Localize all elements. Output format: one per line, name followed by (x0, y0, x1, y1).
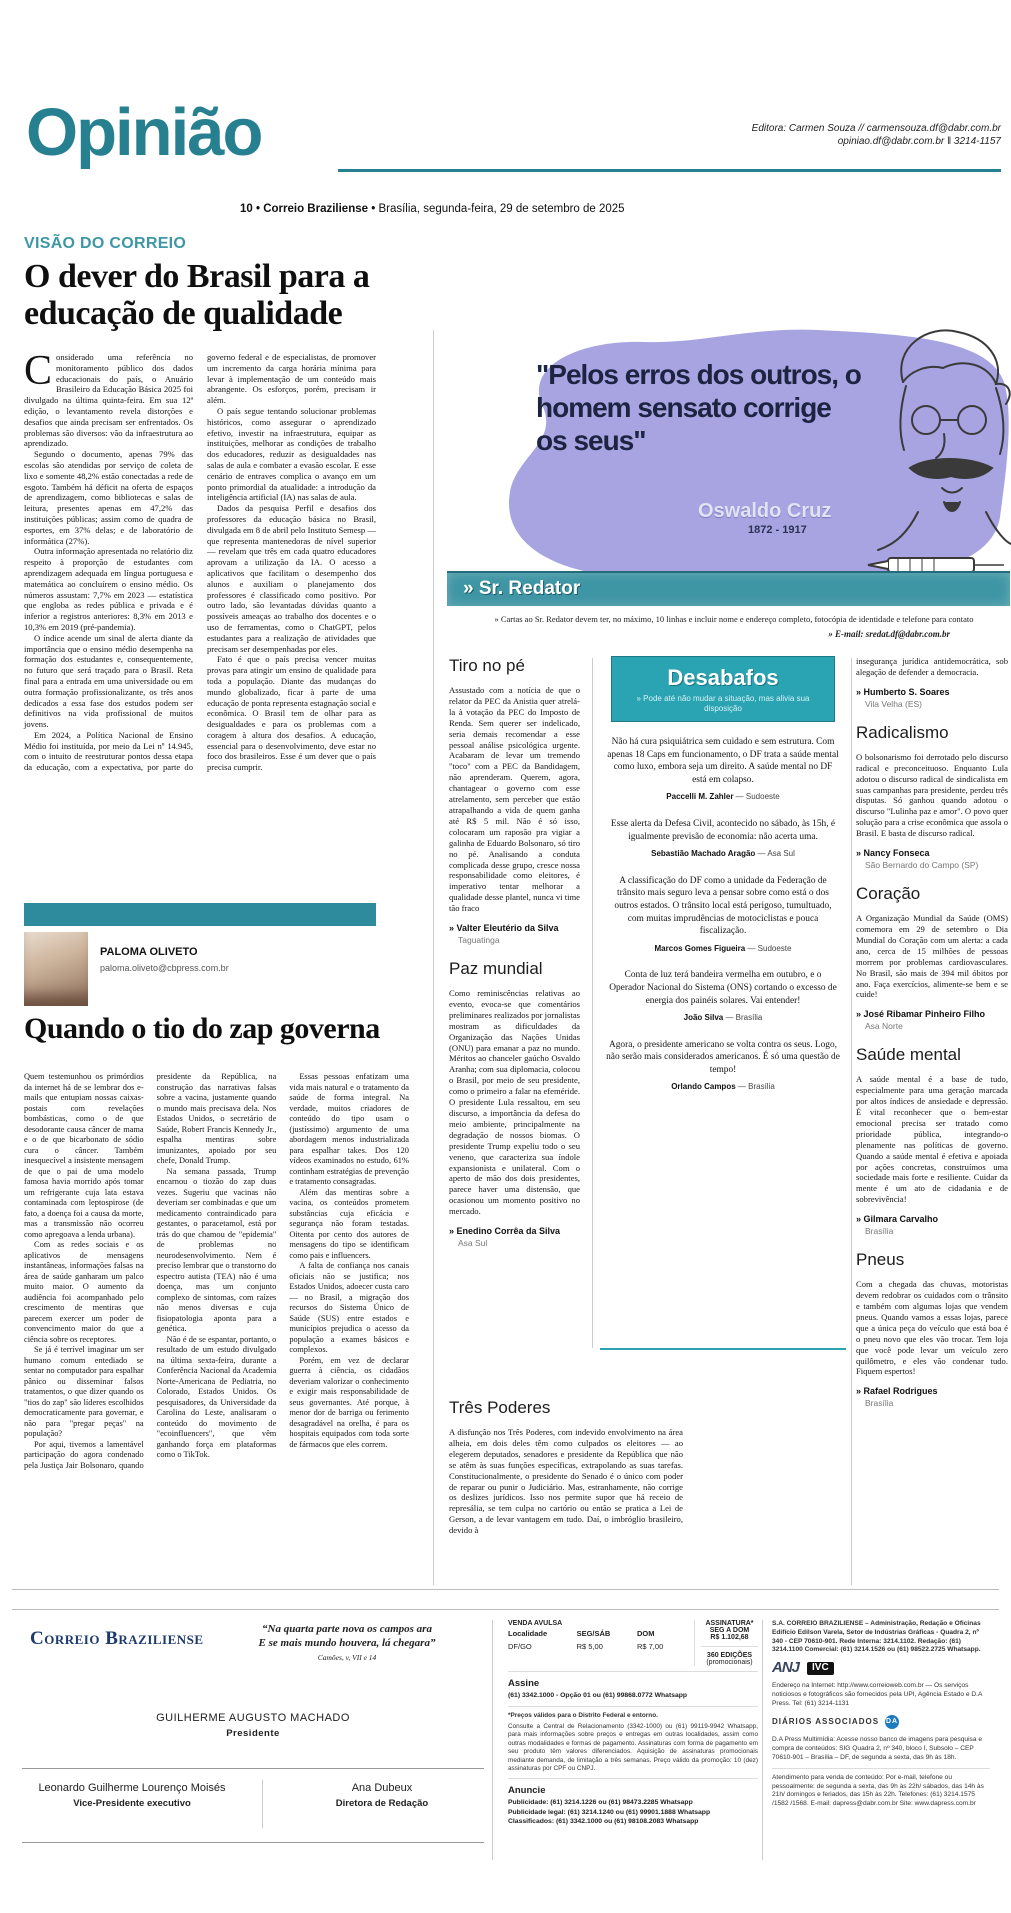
anuncie-publicidade: Publicidade: (61) 3214.1226 ou (61) 98473.2285 Whatsapp (508, 1799, 693, 1807)
desabafo-location: — Brasília (737, 1082, 775, 1092)
editor-line2: opiniao.df@dabr.com.br ‖ 3214-1157 (837, 136, 1001, 147)
letter-signature: » Enedino Corrêa da Silva (449, 1226, 561, 1237)
desabafo-item (606, 1039, 840, 1094)
letter-location: Brasília (865, 1226, 894, 1237)
letter-signature: » Nancy Fonseca (856, 848, 930, 859)
author-photo (24, 932, 88, 1006)
kicker-visao-do-correio: VISÃO DO CORREIO (24, 235, 187, 252)
diarios-associados-label: DIÁRIOS ASSOCIADOS (772, 1716, 880, 1726)
sa-correio-info: S.A. CORREIO BRAZILIENSE – Administração, Redação e Oficinas Edifício Edilson Varela, Setor de Indústrias Gráficas - Quadra 2, nº 340 - CEP 70610-901. Rede Interna: 3214.1102. Redação: (61) 3214.1100 Comercial: (61) 3214.1526 ou (61) 98522.2725 Whatsapp. (772, 1620, 981, 1654)
letter-signature: » Rafael Rodrigues (856, 1386, 938, 1397)
desabafo-body: A classificação do DF como a unidade da Federação de trânsito mais seguro leva a pensar sobre como está o dos outros estados. O trânsito local está perigoso, tumultuado, com muitas imprudências de motociclistas e pouca fiscalização. (614, 875, 832, 937)
expediente-footer (22, 1620, 990, 1860)
camoes-quote-line1: “Na quarta parte nova os campos ara (262, 1623, 432, 1635)
quote-illustration (448, 322, 1011, 590)
assinatura-editions: 360 EDIÇÕES (706, 1652, 753, 1659)
article2-paragraph: Por aqui, tivemos a lamentável participação do agora condenado pela Justiça Jair Bolsonaro, quando presidente da República, na construção das narrativas falsas sobre a vacina, justamente quando o mundo mais precisava dela. Nos Estados Unidos, o secretário de Saúde, Robert Francis Kennedy Jr., espalha mentiras sobre imunizantes, apoiado por seu chefe, Donald Trump. (24, 1072, 277, 1470)
desabafo-author: João Silva (683, 1013, 724, 1023)
vp-name: Leonardo Guilherme Lourenço Moisés (38, 1782, 226, 1794)
desabafo-location: — Brasília (725, 1013, 763, 1023)
subscription-fine-print: Consulte a Central de Relacionamento (3342-1000) ou (61) 99119-9942 Whatsapp, para mais informações sobre preços e entregas em outras localidades, assim como outras modalidades e formas de pagamento. Assinaturas com forma de pagamento em seu produto têm valores diferenciados. Aquisição de assinaturas promocionais mediante demanda, de limitação a três semanas. Preço válido da promoção: 10 (dez) assinaturas por CPF ou CNPJ. (508, 1722, 758, 1772)
anj-logo: ANJ (772, 1659, 800, 1677)
letter-location: Vila Velha (ES) (865, 698, 923, 709)
price-col-dom: DOM (636, 1629, 655, 1638)
letter-body: A disfunção nos Três Poderes, com indevido envolvimento na área alheia, em dois deles têm como culpados os eleitores — ao elegerem deputados, senadores e presidente da República que não se atêm às suas funções específicas, extrapolando as suas tarefas. Constitucionalmente, o presidente do Senado é o único com poder de reparar ou punir o Judiciário. Mas, estranhamente, não corrige os deslizes jurídicos. Isso nos permite supor que há receio de represália, se tem culpa no cartório ou então se pratica a Lei de Gerson, a de levar vantagem em tudo. Daí, o imbróglio brasileiro, devido à (449, 1427, 683, 1536)
desabafos-column (598, 656, 848, 1094)
article1-paragraph: Em 2024, a Política Nacional de Ensino Médio foi instituída, por meio da Lei nº 14.945, com o intuito de reestruturar pontos dessa etapa da educação, com a expectativa, por parte do governo federal e de especialistas, de promover um incremento da carga horária mínima para levar à implementação de um conteúdo mais abrangente. Os esforços, porém, precisam ir além. (24, 352, 376, 773)
assinatura-period: SEG A DOM (709, 1627, 750, 1634)
article1-paragraph: O índice acende um sinal de alerta diante da importância que o ensino médio desempenha na formação dos estudantes e, consequentemente, no futuro que será traçado para o Brasil. Reta final para a entrada em uma universidade ou em outra formação profissionalizante, os três anos dedicados a essa fase dos estudos podem ser definitivos na vida profissional de muitos jovens. (24, 632, 193, 730)
section-logo: Opinião (26, 95, 262, 170)
article2-paragraph: Não é de se espantar, portanto, o resultado de um estudo divulgado na última sexta-feira, durante a Conferência Nacional da Academia Norte-Americana de Pediatria, no Colorado, Estados Unidos. Os pesquisadores, da Universidade da Carolina do Leste, analisaram o conteúdo do movimento de "ecoinfluencers", que vêm ganhando força em plataformas como o TikTok. (156, 1334, 277, 1459)
footer-hrule (22, 1842, 484, 1843)
article2-paragraph: Na semana passada, Trump encarnou o tiozão do zap duas vezes. Sugeriu que vacinas não deveriam ser combinadas e que um medicamento contraindicado para gestantes, o paracetamol, está por trás do que chamou de "epidemia" de problemas no neurodesenvolvimento. Nem é preciso lembrar que o transtorno do espectro autista (TEA) não é uma doença, mas um conjunto complexo de sintomas, com raízes não menos diversas e cuja fisiopatologia aponta para a genética. (156, 1166, 277, 1333)
desabafo-author: Paccelli M. Zahler (666, 792, 734, 802)
price-row-dom: R$ 7,00 (636, 1642, 664, 1651)
desabafo-item (606, 736, 840, 804)
desabafo-location: — Sudoeste (735, 792, 780, 802)
dateline (240, 203, 625, 215)
pull-quote-years: 1872 - 1917 (748, 524, 807, 536)
president-block (22, 1712, 484, 1739)
vice-president-block (22, 1782, 242, 1809)
letter-heading: Tiro no pé (449, 656, 525, 675)
anuncie-title: Anuncie (508, 1785, 546, 1797)
article2-paragraph: Além das mentiras sobre a vacina, os conteúdos prometem substâncias cuja eficácia e segurança não foram testadas. Oitenta por cento dos autores de mensagens do tipo se identificam como pais e influencers. (289, 1187, 409, 1260)
pull-quote-author: Oswaldo Cruz (698, 500, 832, 522)
byline-divider-bar (24, 903, 376, 926)
article2-headline: Quando o tio do zap governa (24, 1012, 380, 1045)
pull-quote-text: "Pelos erros dos outros, o homem sensato corrige os seus" (536, 359, 861, 456)
desabafo-body: Não há cura psiquiátrica sem cuidado e sem estrutura. Com apenas 18 Caps em funcionamento, o DF trata a saúde mental como luxo, embora seja um direito. A saúde mental no DF está em colapso. (607, 737, 839, 785)
letter-body: Com a chegada das chuvas, motoristas devem redobrar os cuidados com o trânsito e também com algumas lojas que vendem pneus. Quando vamos a essas lojas, parece que a única peça do veículo que está boa é o pneu novo que eles vão trocar. Tem loja que você pode levar um veículo zero quilômetro, e eles vão condenar tudo. Fiquem espertos! (856, 1279, 1008, 1377)
price-col-localidade: Localidade (508, 1629, 548, 1638)
footer-rule (12, 1589, 999, 1590)
letter-signature: » Valter Eleutério da Silva (449, 923, 559, 934)
letter-signature: » José Ribamar Pinheiro Filho (856, 1009, 986, 1020)
sr-redator-section-bar (447, 571, 1010, 606)
price-row-localidade: DF/GO (508, 1642, 532, 1651)
camoes-quote-attribution: Camões, v, VII e 14 (317, 1653, 377, 1662)
letter-signature: » Humberto S. Soares (856, 686, 950, 697)
article1-paragraph: Fato é que o país precisa vencer muitas provas para atingir um ensino de qualidade para toda a população. Diante das mudanças do mundo globalizado, ficar à parte de uma educação de ponta representa estagnação social e econômica. O Brasil tem de olhar para as desigualdades e para os problemas com a coragem à altura dos desafios. A educação, essencial para o desenvolvimento, deve estar no foco dos brasileiros. Esse é um dever que o país precisa cumprir. (207, 654, 376, 773)
anuncie-classificados: Classificados: (61) 3342.1000 ou (61) 98108.2083 Whatsapp (508, 1818, 699, 1826)
letter-heading: Coração (856, 884, 921, 904)
letter-heading: Três Poderes (449, 1398, 551, 1417)
price-table (508, 1627, 686, 1653)
assinatura-label: ASSINATURA* (705, 1620, 754, 1627)
vp-role: Vice-Presidente executivo (73, 1798, 191, 1809)
camoes-quote (202, 1622, 492, 1665)
assinatura-price: R$ 1.102,68 (710, 1634, 749, 1641)
assine-title: Assine (508, 1678, 540, 1689)
author-name: PALOMA OLIVETO (100, 946, 198, 958)
letter-location: Taguatinga (458, 935, 500, 946)
desabafo-author: Marcos Gomes Figueira (654, 943, 746, 953)
letter-heading: Paz mundial (449, 959, 543, 979)
letters-column-1 (449, 656, 580, 1398)
desabafos-title: Desabafos (667, 665, 779, 690)
footer-divider (762, 1620, 763, 1860)
footer-divider (262, 1780, 263, 1828)
letter-body: O bolsonarismo foi derrotado pelo discurso radical e preconceituoso. Enquanto Lula adotou o discurso radical de sindicalista em suas campanhas para presidente, perdeu três disputas. Só ganhou quando adotou o discurso "Lulinha paz e amor". O povo quer solução para a crise econômica que assola o Brasil. E basta de discurso radical. (856, 751, 1008, 839)
footer-sales-block (508, 1620, 758, 1827)
desabafo-body: Agora, o presidente americano se volta contra os seus. Logo, não serão mais considerados americanos. É só uma questão de tempo! (606, 1039, 840, 1075)
dapress-info: D.A Press Multimídia: Acesse nosso banco de imagens para pesquisa e compra de conteúdos: SIG Quadra 2, nº 340, bloco I, Subsolo – CEP 70610-901 – Brasília – DF, de segunda a sexta, das 9h às 18h. (772, 1736, 983, 1761)
footer-hrule (22, 1768, 484, 1769)
editor-line1: Editora: Carmen Souza // carmensouza.df@dabr.com.br (751, 123, 1001, 134)
editor-info (621, 122, 1001, 148)
prices-note: *Preços válidos para o Distrito Federal e entorno. (508, 1711, 658, 1719)
letter-location: Brasília (865, 1398, 894, 1409)
article2-paragraph: Se já é terrível imaginar um ser humano comum entediado se sentar no computador para espalhar pânico ou disseminar falsos tratamentos, o que dizer quando os "tios do zap" são líderes escolhidos democraticamente para governar, e não para "pregar peças" na população? (24, 1345, 144, 1438)
atendimento-info: Atendimento para venda de conteúdo: Por e-mail, telefone ou pessoalmente: de segunda a sexta, das 9h às 22h/ sábados, das 14h às 21h/ domingos e feriados, das 15h às 22h. Telefones: (61) 3214.1575 /1582 /1568. E-mail: dapress@dabr.com.br Site: www.dapress.com.br (772, 1773, 984, 1808)
edition-date: Brasília, segunda-feira, 29 de setembro de 2025 (378, 203, 625, 215)
letter-heading: Saúde mental (856, 1045, 961, 1065)
letter-body: Assustado com a notícia de que o relator da PEC da Anistia quer atrelá-la à votação da PEC do Imposto de Renda. Sem querer ser indelicado, seria demais recomendar a esse pessoal análise psicológica urgente. Acabaram de levar um tremendo "toco" com a PEC da Bandidagem, não aprenderam. Querem, agora, chantagear o governo com esse atrelamento, sem perceber que estão atrapalhando a vida de quem ganha até R$ 5 mil. Não é só isso, colocaram um raposão pra vigiar a galinha de Eduardo Bolsonaro, só tiro no pé. Analisando a conduta complicada desse grupo, cresce nossa responsabilidade como eleitores, é imperativo tentar melhorar a qualidade desse plantel, nunca vi time tão fraco (449, 685, 580, 914)
letter-heading: Pneus (856, 1250, 905, 1270)
desabafo-item (606, 875, 840, 956)
article1-paragraph: Dados da pesquisa Perfil e desafios dos professores da educação básica no Brasil, divulgada em 8 de abril pelo Instituto Semesp — que representa mantenedoras de nível superior — revelam que três em cada quatro educadores aprovam a utilização da IA. O acesso a aplicativos que facilitam o desempenho dos alunos e auxiliam o planejamento dos professores é classificado como positivo. Por outro lado, são levantadas dúvidas quanto a possíveis ameaças ao trabalho dos docentes e o uso de ferramentas, como o ChatGPT, pelos estudantes para a realização de atividades que precisam ser desempenhadas por eles. (207, 503, 376, 654)
article1-headline: O dever do Brasil para a educação de qualidade (24, 258, 370, 332)
letter-location: Asa Norte (865, 1021, 903, 1032)
sr-redator-instructions: » Cartas ao Sr. Redator devem ter, no máximo, 10 linhas e incluir nome e endereço completo, fotocópia de identidade e telefone para contato (494, 614, 974, 624)
footer-rule (12, 1609, 999, 1610)
article1-paragraph: Outra informação apresentada no relatório diz respeito à proporção de estudantes com aprendizagem adequada em língua portuguesa e matemática ao concluírem o ensino médio. Os números assustam: 7,7% em 2023 — estatística que engloba as redes pública e privada e é inferior a registros anteriores: 8,3% em 2013 e 10,3% em 2019 (pré-pandemia). (24, 546, 193, 632)
article2-paragraph: Essas pessoas enfatizam uma vida mais natural e o tratamento da saúde de forma integral. Na verdade, muitos criadores de conteúdo do tipo usam o (justíssimo) argumento de uma abordagem menos industrializada para espalhar takes. Dos 120 vídeos examinados no estudo, 61% continham estratégias de prevenção e tratamento consagradas. (289, 1072, 409, 1186)
desabafo-author: Orlando Campos (671, 1082, 736, 1092)
letter-body: A saúde mental é a base de tudo, especialmente para uma geração marcada por altos índices de ansiedade e depressão. É vital reconhecer que o bem-estar emocional precisa ser tratado como prioridade pública, integrando-o plenamente nas políticas de governo. Quando a saúde mental é efetiva e apoiada por ações concretas, construímos uma sociedade mais forte e resiliente. Cuidar da mente é um ato de cidadania e de sobrevivência! (856, 1074, 1008, 1205)
author-email: paloma.oliveto@cbpress.com.br (100, 963, 229, 973)
desabafo-location: — Asa Sul (757, 849, 795, 859)
subscription-cell (694, 1620, 758, 1666)
diarios-associados-logo: DA (885, 1715, 899, 1729)
letter-body-continuation: insegurança jurídica antidemocrática, sob alegação de defender a democracia. (856, 656, 1008, 677)
assine-phone: (61) 3342.1000 - Opção 01 ou (61) 99868.0772 Whatsapp (508, 1692, 688, 1699)
letter-location: Asa Sul (458, 1238, 488, 1249)
article1-paragraph: O país segue tentando solucionar problemas históricos, como assegurar o aprendizado efetivo, investir na infraestrutura, equipar as instituições, melhorar as condições de trabalho dos educadores, reduzir as desigualdades nas salas de aula e combater a evasão escolar. E esse cenário de entraves complica o avanço em um ponto primordial da atualidade: a introdução da inteligência artificial (IA) nas salas de aula. (207, 405, 376, 503)
column-rule (592, 658, 593, 1348)
letters-column-4 (856, 656, 1008, 1588)
ivc-logo: IVC (807, 1662, 834, 1675)
letter-heading: Radicalismo (856, 722, 949, 742)
redaction-director-block (272, 1782, 492, 1809)
article2-paragraph: Quem testemunhou os primórdios da internet há de se lembrar dos e-mails que entupiam nossas caixas-postais com revelações bombásticas, como o de que desodorante causa câncer de mama e o de que bicarbonato de sódio cura o câncer. Também inesquecível a insistente mensagem de que o pai de uma modelo famosa havia morrido após tomar um refrigerante cuja lata estava contaminada com leptospirose (de fato, a doença foi a causa da morte, mas a transmissão não ocorreu como apregoava a lenda urbana). (24, 1072, 144, 1239)
assinatura-note: (promocionais) (706, 1659, 753, 1666)
desabafos-box (611, 656, 835, 722)
price-row-segsab: R$ 5,00 (576, 1642, 603, 1651)
header-rule (338, 169, 1001, 172)
footer-company-block (772, 1620, 990, 1809)
anuncie-publicidade-legal: Publicidade legal: (61) 3214.1240 ou (61) 99901.1888 Whatsapp (508, 1808, 711, 1816)
desabafo-body: Conta de luz terá bandeira vermelha em outubro, e o Operador Nacional do Sistema (ONS) cortando o excesso de energia dos painéis solares. Vai entender! (609, 970, 837, 1006)
president-role: Presidente (226, 1728, 280, 1739)
internet-info: Endereço na Internet: http://www.correioweb.com.br — Os serviços noticiosos e fotográficos são fornecidos pela UPI, Agência Estado e D.A Press. Tel: (61) 3214-1131 (772, 1681, 983, 1707)
article2-paragraph: Porém, em vez de declarar guerra à ciência, os cidadãos deveriam valorizar o conhecimento e exigir mais responsabilidade de seus governantes. Até porque, à menor dor de barriga ou ferimento desagradável na orelha, é para os hospitais equipados com toda sorte de fármacos que eles correm. (289, 1355, 409, 1449)
letter-location: São Bernardo do Campo (SP) (865, 860, 979, 871)
desabafo-location: — Sudoeste (747, 943, 792, 953)
venda-avulsa-label: VENDA AVULSA (508, 1620, 563, 1627)
article2-paragraph: Com as redes sociais e os aplicativos de mensagens instantâneas, informações falsas na área de saúde ganharam um palco muito maior. O aumento da audiência foi acompanhado pelo crescimento de mentiras que parecem exercer um poder de convencimento maior do que a ciência sobre os receptores. (24, 1240, 144, 1344)
letter-tres-poderes (449, 1398, 683, 1536)
sr-redator-email: » E-mail: sredat.df@dabr.com.br (828, 629, 950, 639)
article1-paragraph: Segundo o documento, apenas 79% das escolas são atendidas por serviço de coleta de lixo e somente 48,2% estão conectadas a rede de esgoto. Também há déficit na oferta de espaços de aprendizagem, como bibliotecas e salas de leitura, presentes apenas em 47,2% das instituições públicas; assim como de quadra de esportes, em 37% delas; e de laboratório de informática (27%). (24, 449, 193, 546)
column-rule (433, 330, 434, 1585)
camoes-quote-line2: E se mais mundo houvera, lá chegara” (258, 1637, 436, 1649)
desabafos-bottom-rule (600, 1348, 846, 1350)
article1-paragraph: Considerado uma referência no monitoramento público dos dados educacionais do país, o Anuário Brasileiro da Educação Básica 2025 foi divulgado na última quinta-feira. Em sua 12ª edição, o levantamento revela distorções e desafios que ainda precisam ser enfrentados. Os problemas são diversos: vão da infraestrutura ao aprendizado. (24, 348, 193, 449)
desabafo-item (606, 818, 840, 861)
letter-body: Como reminiscências relativas ao evento, evoca-se que comentários preliminares realizados por jornalistas mostram as dificuldades da Organização das Nações Unidas (ONU) para emanar a paz no mundo. Méritos ao chanceler gaúcho Osvaldo Aranha; com sua diplomacia, colocou o Brasil, por meio de seu presidente, como o primeiro a falar na efeméride. O presidente Lula ressaltou, em seu discurso, a importância da defesa do meio ambiente, principalmente na degradação de nossos biomas. O presidente Trump expeliu todo o seu veneno, que caracteriza sua índole expansionista e unilateral. Com o aperto de mão dos dois presidentes, parece haver uma distensão, que ocasionou um momento positivo no mercado. (449, 988, 580, 1217)
desabafo-body: Esse alerta da Defesa Civil, acontecido no sábado, às 15h, é igualmente previsão de economia: não acerta uma. (610, 818, 836, 842)
article2-paragraph: A falta de confiança nos canais oficiais não se justifica; nos Estados Unidos, adoecer custa caro — no Brasil, a migração dos recursos do Sistema Único de Saúde (SUS) entre estados e municípios prejudica o acesso da população a exames básicos e complexos. (289, 1261, 409, 1354)
letter-signature: » Gilmara Carvalho (856, 1214, 939, 1225)
footer-divider (492, 1620, 493, 1860)
correio-braziliense-logo: Correio Braziliense (30, 1628, 204, 1649)
desabafo-item (606, 969, 840, 1024)
syringe-icon (868, 558, 1004, 572)
director-role: Diretora de Redação (335, 1798, 429, 1809)
director-name: Ana Dubeux (351, 1782, 413, 1794)
desabafo-author: Sebastião Machado Aragão (651, 849, 756, 859)
president-name: GUILHERME AUGUSTO MACHADO (156, 1712, 350, 1724)
sr-redator-title: » Sr. Redator (463, 578, 581, 599)
column-rule (851, 658, 852, 1585)
article1-body (24, 348, 376, 900)
price-col-segsab: SEG/SÁB (576, 1629, 611, 1638)
desabafos-subtitle: » Pode até não mudar a situação, mas alivia sua disposição (636, 694, 810, 713)
page-number: 10 • Correio Braziliense • (240, 203, 376, 215)
article2-body (24, 1072, 409, 1594)
letter-body: A Organização Mundial da Saúde (OMS) comemora em 29 de setembro o Dia Mundial do Coração com um alerta: a cada ano, cerca de 15 milhões de pessoas morrem por problemas cardiovasculares. No Brasil, são mais de 394 mil óbitos por ano. Faça exercícios, alimente-se bem e se cuide! (856, 913, 1008, 1000)
